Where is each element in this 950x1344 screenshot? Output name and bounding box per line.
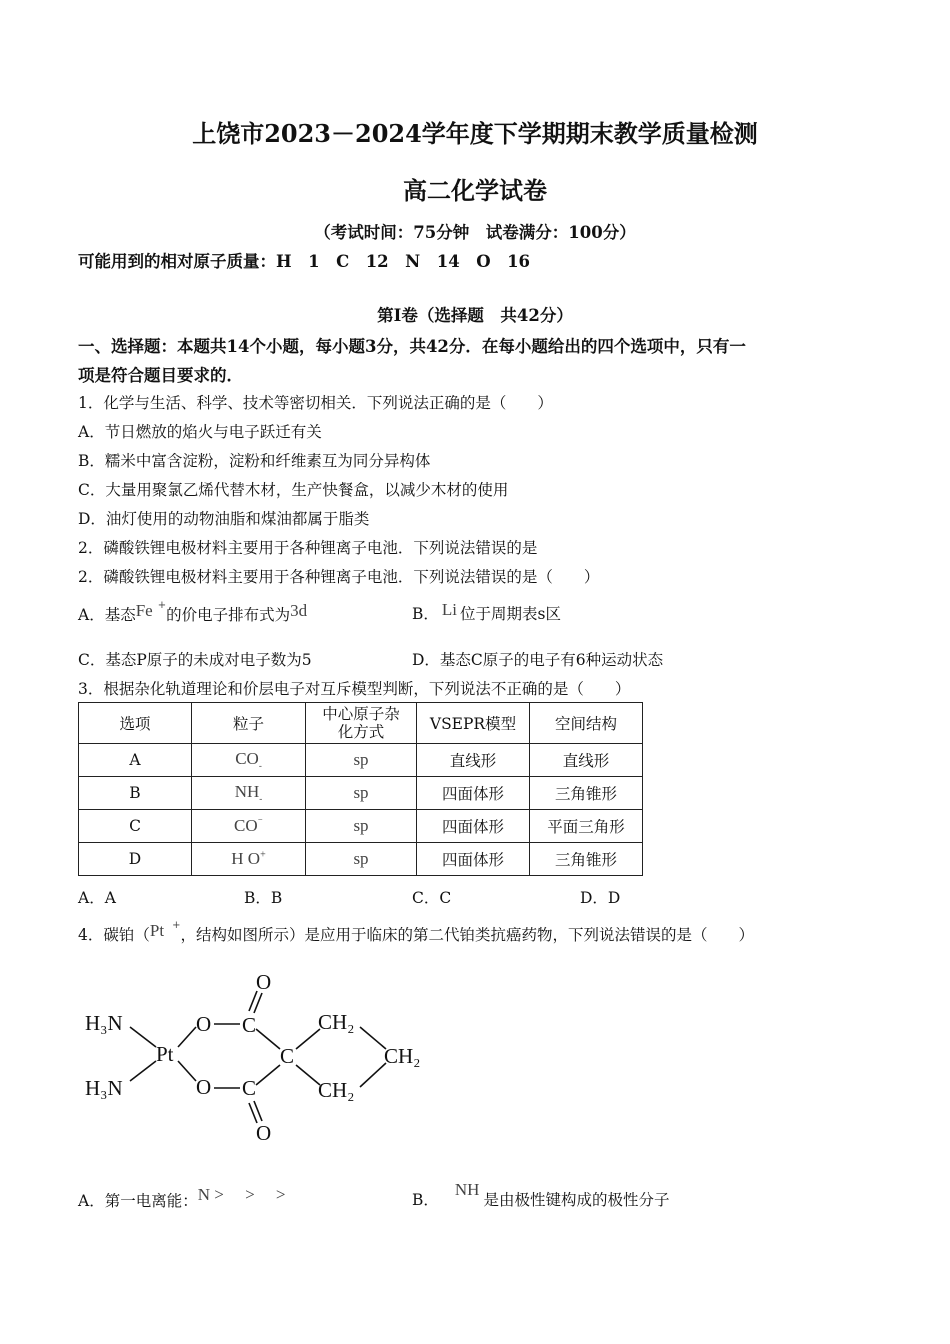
q1-option-c: C．大量用聚氯乙烯代替木材，生产快餐盒，以减少木材的使用: [78, 481, 509, 499]
table-row: [79, 744, 643, 777]
q3-row-a-hybridization: sp: [306, 744, 417, 777]
o-top-label: O: [256, 970, 272, 994]
q4-option-a-prefix: A．第一电离能：: [78, 1192, 198, 1210]
atomic-masses: 可能用到的相对原子质量：H 1 C 12 N 14 O 16: [78, 252, 531, 271]
q2-option-b-prefix: B．: [412, 605, 439, 623]
q2-option-b-elem: Li: [441, 600, 457, 619]
q2-option-a: [78, 600, 307, 625]
q3-stem: 3．根据杂化轨道理论和价层电子对互斥模型判断，下列说法不正确的是（ ）: [78, 680, 631, 698]
q4-stem: [78, 920, 754, 945]
section-title: 第I卷（选择题 共42分）: [377, 306, 573, 325]
q4-stem-prefix: 4．碳铂（: [78, 926, 150, 944]
q3-row-d-shape: 三角锥形: [530, 843, 643, 876]
q3-row-c-vsepr: 四面体形: [417, 810, 530, 843]
q3-header-hyb-line2: 化方式: [337, 723, 385, 741]
section-instruction-line1: 一、选择题：本题共14个小题，每小题3分，共42分．在每小题给出的四个选项中，只有一: [78, 337, 746, 356]
q3-row-b-vsepr: 四面体形: [417, 777, 530, 810]
q4-option-a-formula: N > > >: [197, 1185, 286, 1204]
q4-option-b-prefix: B．: [412, 1191, 439, 1209]
q2-option-d: D．基态C原子的电子有6种运动状态: [412, 651, 664, 669]
q3-row-b-hybridization: sp: [306, 777, 417, 810]
q4-option-a: [78, 1180, 286, 1211]
q3-row-a-vsepr: 直线形: [417, 744, 530, 777]
o-bottom-label: O: [256, 1121, 272, 1145]
ch2-right-label: CH₂: [384, 1044, 421, 1068]
carboplatin-structure-diagram: [80, 965, 440, 1150]
q3-row-c-hybridization: sp: [306, 810, 417, 843]
q4-option-b: [412, 1180, 669, 1210]
ch2-bottom-label: CH₂: [318, 1078, 355, 1102]
q3-header-option: 选项: [79, 703, 192, 744]
q4-option-b-formula: NH: [454, 1180, 480, 1199]
c-top-label: C: [242, 1013, 257, 1037]
q2-option-a-prefix: A．基态: [78, 606, 136, 624]
q2-stem-duplicate: 2．磷酸铁锂电极材料主要用于各种锂离子电池．下列说法错误的是: [78, 539, 538, 557]
q3-row-b-particle: $NH_-$: [192, 777, 306, 810]
q3-row-d-vsepr: 四面体形: [417, 843, 530, 876]
q3-row-c-particle: CO⁻: [192, 810, 306, 843]
o-ring-top-label: O: [196, 1012, 212, 1036]
q3-row-a-particle: $CO_-$: [192, 744, 306, 777]
q3-table: [78, 702, 643, 876]
q2-option-a-config: 3d: [290, 601, 308, 620]
q3-row-c-shape: 平面三角形: [530, 810, 643, 843]
document-title: 上饶市2023－2024学年度下学期期末教学质量检测: [192, 119, 758, 148]
q2-option-a-ion: Fe: [135, 601, 153, 620]
q2-option-a-mid: 的价电子排布式为: [166, 606, 291, 624]
q4-stem-suffix: ，结构如图所示）是应用于临床的第二代铂类抗癌药物，下列说法错误的是（ ）: [180, 926, 754, 944]
q1-option-d: D．油灯使用的动物油脂和煤油都属于脂类: [78, 510, 370, 528]
q3-row-a-shape: 直线形: [530, 744, 643, 777]
q3-row-b-option: B: [79, 777, 192, 810]
q3-row-d-hybridization: sp: [306, 843, 417, 876]
q3-row-d-particle: H O+: [192, 843, 306, 876]
q2-stem: 2．磷酸铁锂电极材料主要用于各种锂离子电池．下列说法错误的是（ ）: [78, 568, 600, 586]
q1-stem: 1．化学与生活、科学、技术等密切相关．下列说法正确的是（ ）: [78, 394, 553, 412]
q3-row-a-option: A: [79, 744, 192, 777]
table-row: [79, 810, 643, 843]
q2-option-a-charge: +: [157, 600, 167, 611]
q3-header-particle: 粒子: [192, 703, 306, 744]
q3-answer-a: A．A: [78, 889, 116, 907]
q1-option-b: B．糯米中富含淀粉，淀粉和纤维素互为同分异构体: [78, 452, 431, 470]
q3-answer-d: D．D: [580, 889, 621, 907]
q3-header-hybridization: [306, 703, 417, 744]
q3-header-hyb-line1: 中心原子杂: [322, 705, 400, 723]
q1-option-a: A．节日燃放的焰火与电子跃迁有关: [78, 423, 322, 441]
o-ring-bottom-label: O: [196, 1075, 212, 1099]
section-instruction-line2: 项是符合题目要求的．: [78, 366, 243, 385]
q3-header-vsepr: VSEPR模型: [417, 703, 530, 744]
ch2-top-label: CH₂: [318, 1010, 355, 1034]
q3-header-shape: 空间结构: [530, 703, 643, 744]
q4-stem-charge: +: [172, 920, 181, 931]
q3-answer-b: B．B: [244, 889, 283, 907]
table-row: [79, 777, 643, 810]
q3-row-c-option: C: [79, 810, 192, 843]
q4-option-b-suffix: 是由极性键构成的极性分子: [483, 1191, 670, 1209]
h3n-top-label: H₃N: [85, 1011, 123, 1035]
table-row: [79, 843, 643, 876]
q3-answer-c: C．C: [412, 889, 452, 907]
c-bottom-label: C: [242, 1076, 257, 1100]
q3-row-b-shape: 三角锥形: [530, 777, 643, 810]
q3-row-d-option: D: [79, 843, 192, 876]
pt-label: Pt: [156, 1042, 174, 1066]
q2-option-c: C．基态P原子的未成对电子数为5: [78, 651, 312, 669]
q2-option-b-suffix: 位于周期表s区: [460, 605, 561, 623]
q4-stem-ion: Pt: [149, 921, 165, 940]
c-center-label: C: [280, 1044, 295, 1068]
h3n-bottom-label: H₃N: [85, 1076, 123, 1100]
q2-option-b: [412, 600, 561, 624]
q3-table-header: [79, 703, 643, 744]
document-subtitle: 高二化学试卷: [403, 176, 547, 205]
exam-info: （考试时间：75分钟 试卷满分：100分）: [314, 223, 636, 242]
